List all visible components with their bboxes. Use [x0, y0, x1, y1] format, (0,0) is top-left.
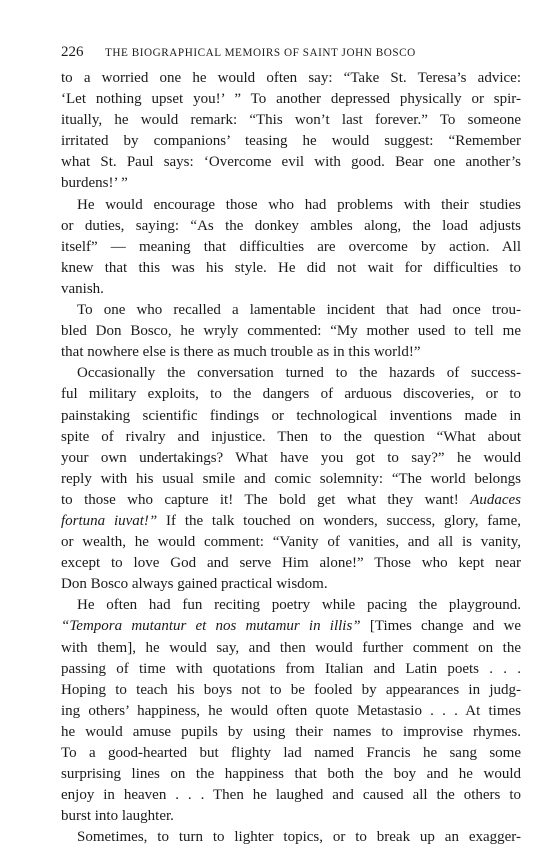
text-line: He would encourage those who had problems with their studies — [77, 196, 521, 213]
text-line: your own undertakings? What have you got to say?” he would — [61, 449, 521, 466]
text-line: enjoy in heaven . . . Then he laughed and caused all the others to — [61, 787, 521, 804]
text-line: with them], he would say, and then would further comment on the — [61, 639, 521, 656]
text-run: If the talk touched on wonders, success, glory, fame, — [157, 512, 521, 529]
text-line: surprising lines on the happiness that both the boy and he would — [61, 766, 521, 783]
text-line: Don Bosco always gained practical wisdom. — [61, 576, 328, 593]
running-title: THE BIOGRAPHICAL MEMOIRS OF SAINT JOHN BOSCO — [105, 47, 416, 59]
text-line — [61, 616, 521, 637]
text-line: or wealth, he would comment: “Vanity of vanities, and all is vanity, — [61, 534, 521, 551]
text-line — [61, 511, 521, 532]
text-line: vanish. — [61, 280, 104, 297]
text-line: burst into laughter. — [61, 808, 174, 825]
text-line: To a good-hearted but flighty lad named Francis he sang some — [61, 745, 521, 761]
text-line: ing others’ happiness, he would often quote Metastasio . . . At times — [61, 702, 521, 719]
page-number: 226 — [61, 44, 84, 60]
text-line: itself” — meaning that difficulties are overcome by action. All — [61, 238, 521, 255]
italic-latin-phrase: fortuna iuvat!” — [61, 512, 158, 529]
text-line: passing of time with quotations from Italian and Latin poets . . . — [61, 660, 521, 677]
text-line — [61, 490, 521, 511]
text-line: To one who recalled a lamentable incident that had once trou- — [77, 302, 521, 319]
text-line: spite of rivalry and injustice. Then to the question “What about — [61, 428, 521, 445]
paragraph-3 — [61, 300, 521, 363]
text-line: ful military exploits, to the dangers of arduous discoveries, or to — [61, 386, 521, 403]
paragraph-6 — [61, 827, 521, 848]
text-line: to a worried one he would often say: “Take St. Teresa’s advice: — [61, 70, 521, 86]
text-line: irritated by companions’ teasing he would suggest: “Remember — [61, 133, 521, 150]
text-line: Hoping to teach his boys not to be fooled by appearances in judg- — [61, 681, 521, 698]
text-line: knew that this was his style. He did not wait for difficulties to — [61, 259, 521, 276]
text-line: he would amuse pupils by using their names to improvise rhymes. — [61, 723, 521, 740]
text-line: what St. Paul says: ‘Overcome evil with good. Bear one another’s — [61, 154, 521, 171]
text-line: He often had fun reciting poetry while pacing the playground. — [77, 597, 521, 614]
running-header — [61, 44, 521, 66]
text-line: burdens!’ ” — [61, 175, 128, 192]
text-line: Occasionally the conversation turned to the hazards of success- — [77, 365, 521, 382]
text-run: to those who capture it! The bold get what they want! — [61, 491, 459, 508]
text-line: bled Don Bosco, he wryly commented: “My mother used to tell me — [61, 323, 521, 340]
italic-latin-quote: “Tempora mutantur et nos mutamur in illis” — [61, 618, 361, 635]
book-page — [61, 44, 521, 848]
paragraph-4 — [61, 363, 521, 595]
text-line: except to love God and serve Him alone!” Those who kept near — [61, 555, 521, 572]
text-run: [Times change and we — [360, 618, 521, 635]
body-text — [61, 68, 521, 848]
text-line: or duties, saying: “As the donkey ambles along, the load adjusts — [61, 217, 521, 234]
paragraph-2 — [61, 195, 521, 300]
paragraph-5 — [61, 595, 521, 827]
text-line: that nowhere else is there as much trouble as in this world!” — [61, 344, 421, 361]
text-line: reply with his usual smile and comic solemnity: “The world belongs — [61, 470, 521, 487]
italic-latin-phrase: Audaces — [470, 491, 522, 508]
text-line: ‘Let nothing upset you!’ ” To another depressed physically or spir- — [61, 91, 521, 108]
text-line: Sometimes, to turn to lighter topics, or to break up an exagger- — [77, 829, 521, 846]
text-line: painstaking scientific findings or technological inventions made in — [61, 407, 521, 424]
text-line: itually, he would remark: “This won’t last forever.” To someone — [61, 112, 521, 129]
paragraph-1 — [61, 68, 521, 195]
